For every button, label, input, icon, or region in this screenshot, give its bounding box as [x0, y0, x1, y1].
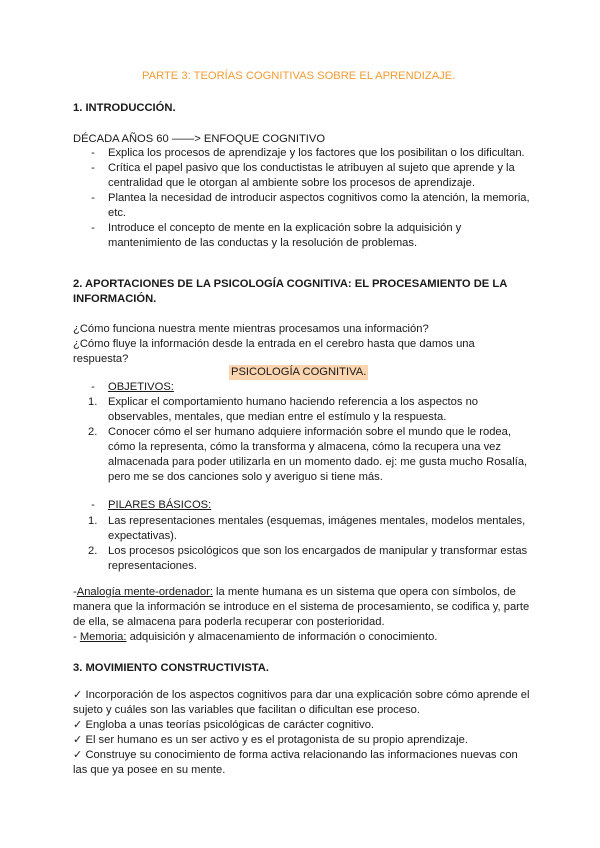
list-number: 1.	[88, 396, 98, 408]
memoria-label: Memoria:	[79, 631, 127, 643]
objetivo-2-line-2: cómo la representa, cómo la transforma y almacena, cómo la recupera una vez	[108, 441, 501, 453]
dash-prefix: -	[73, 631, 80, 643]
pilar-1-line-1: Las representaciones mentales (esquemas, imágenes mentales, modelos mentales,	[108, 515, 526, 527]
section2-heading-line-1: 2. APORTACIONES DE LA PSICOLOGÍA COGNITIVA: EL PROCESAMIENTO DE LA	[73, 278, 508, 290]
objetivo-2-line-1: Conocer cómo el ser humano adquiere información sobre el mundo que le rodea,	[108, 426, 511, 438]
pilar-2-line-1: Los procesos psicológicos que son los encargados de manipular y transformar estas	[108, 545, 528, 557]
question-line: ¿Cómo funciona nuestra mente mientras procesamos una información?	[73, 323, 429, 335]
objetivo-1-line-1: Explicar el comportamiento humano haciendo referencia a los aspectos no	[108, 396, 479, 408]
section2-heading-line-2: INFORMACIÓN.	[73, 293, 157, 305]
analogia-text: la mente humana es un sistema que opera con símbolos, de	[212, 586, 516, 598]
analogia-line-2: manera que la información se introduce en el sistema de procesamiento, se codifica y, parte	[73, 601, 530, 613]
memoria-text: adquisición y almacenamiento de información o conocimiento.	[126, 631, 438, 643]
pilar-2-line-2: representaciones.	[108, 560, 197, 572]
objetivo-1-line-2: observables, mentales, que median entre el estímulo y la respuesta.	[108, 411, 447, 423]
bullet-marker: -	[91, 222, 95, 234]
section3-line: sujeto y cuáles son las variables que facilitan o dificultan ese proceso.	[73, 704, 421, 716]
section1-bullet-4-line-2: mantenimiento de las conductas y la resolución de problemas.	[108, 237, 418, 249]
bullet-marker: -	[91, 499, 95, 511]
dash-prefix: -	[73, 586, 77, 598]
bullet-marker: -	[91, 192, 95, 204]
section1-heading: 1. INTRODUCCIÓN.	[73, 102, 176, 114]
list-number: 1.	[88, 515, 98, 527]
objetivo-2-line-4: pero me se dos canciones solo y averiguo si tiene más.	[108, 471, 383, 483]
section1-bullet-3-line-2: etc.	[108, 207, 127, 219]
section1-bullet-1-line-1: Explica los procesos de aprendizaje y los factores que los posibilitan o los dificultan.	[108, 147, 525, 159]
bullet-marker: -	[91, 381, 95, 393]
question-line: respuesta?	[73, 353, 129, 365]
section1-bullet-2-line-1: Crítica el papel pasivo que los conductistas le atribuyen al sujeto que aprende y la	[108, 162, 515, 174]
page-title: PARTE 3: TEORÍAS COGNITIVAS SOBRE EL APRENDIZAJE.	[142, 70, 456, 82]
analogia-line-3: de ella, se almacena para poderla recuperar con posterioridad.	[73, 616, 385, 628]
bullet-marker: -	[91, 147, 95, 159]
list-number: 2.	[88, 545, 98, 557]
analogia-label: Analogía mente-ordenador:	[76, 586, 213, 598]
pilares-label: PILARES BÁSICOS:	[108, 499, 212, 511]
section1-bullet-3-line-1: Plantea la necesidad de introducir aspectos cognitivos como la atención, la memoria,	[108, 192, 530, 204]
section1-bullet-4-line-1: Introduce el concepto de mente en la explicación sobre la adquisición y	[108, 222, 462, 234]
question-line: ¿Cómo fluye la información desde la entrada en el cerebro hasta que damos una	[73, 338, 475, 350]
analogia-line-1	[73, 585, 516, 600]
pilar-1-line-2: expectativas).	[108, 530, 178, 542]
bullet-marker: -	[91, 162, 95, 174]
section3-line: ✓ Construye su conocimiento de forma activa relacionando las informaciones nuevas con	[73, 749, 518, 761]
section3-line: ✓ El ser humano es un ser activo y es el protagonista de su propio aprendizaje.	[73, 734, 468, 746]
section3-line: ✓ Engloba a unas teorías psicológicas de carácter cognitivo.	[73, 719, 375, 731]
section1-bullet-2-line-2: centralidad que le otorgan al ambiente sobre los procesos de aprendizaje.	[108, 177, 475, 189]
objetivos-label: OBJETIVOS:	[108, 381, 174, 393]
section1-subtitle: DÉCADA AÑOS 60 ——> ENFOQUE COGNITIVO	[73, 133, 326, 145]
objetivo-2-line-3: almacenada para poder utilizarla en un momento dado. ej: me gusta mucho Rosalía,	[108, 456, 528, 468]
section3-line: ✓ Incorporación de los aspectos cognitivos para dar una explicación sobre cómo aprende el	[73, 689, 530, 701]
list-number: 2.	[88, 426, 98, 438]
section3-heading: 3. MOVIMIENTO CONSTRUCTIVISTA.	[73, 662, 269, 674]
memoria-line	[73, 630, 437, 645]
section3-line: las que ya posee en su mente.	[73, 764, 226, 776]
highlighted-heading: PSICOLOGÍA COGNITIVA.	[231, 366, 367, 378]
